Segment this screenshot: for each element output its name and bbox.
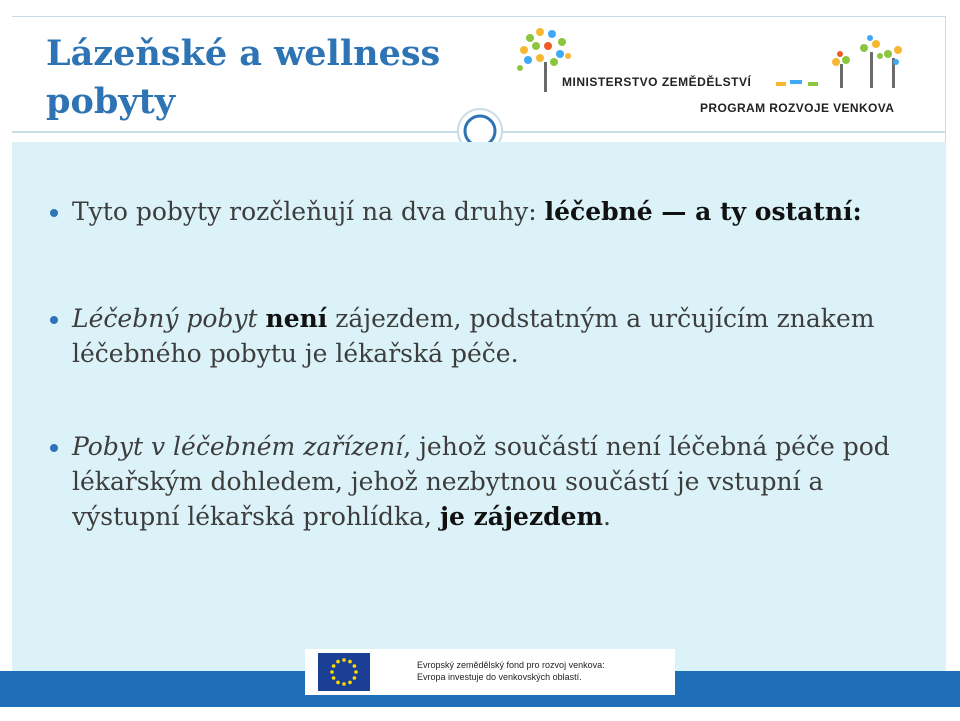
bullet-item — [44, 194, 934, 229]
frame-right-line — [945, 16, 946, 142]
bullet-text: , jehož součástí není léčebná péče pod lékařským dohledem, jehož nezbytnou součástí je vstupní a výstupní lékařská prohlídka, — [72, 432, 890, 531]
eu-fund-line: Evropa investuje do venkovských oblastí. — [417, 672, 582, 682]
bullet-text: . — [603, 502, 611, 531]
eu-fund-line: Evropský zemědělský fond pro rozvoj venkova: — [417, 660, 605, 670]
bullet-list — [44, 194, 934, 534]
program-label: PROGRAM ROZVOJE VENKOVA — [700, 101, 895, 115]
bullet-item — [44, 301, 934, 371]
bullet-text-bold: léčebné — a ty ostatní: — [544, 197, 862, 226]
eu-fund-text — [417, 659, 605, 683]
slide-title: Lázeňské a wellness pobyty — [46, 33, 441, 122]
bullet-item — [44, 429, 934, 534]
program-logo-icon — [776, 35, 902, 88]
ministry-label: MINISTERSTVO ZEMĚDĚLSTVÍ — [562, 75, 752, 89]
eu-flag-icon — [318, 653, 370, 691]
eu-footer-box — [305, 649, 675, 695]
bullet-text: zájezdem, podstatným a určujícím znakem léčebného pobytu je lékařská péče. — [72, 304, 875, 368]
bullet-text-bold: je zájezdem — [439, 502, 603, 531]
bullet-text-italic: Léčebný pobyt — [72, 304, 266, 333]
bullet-text: Tyto pobyty rozčleňují na dva druhy: — [72, 197, 545, 226]
frame-top-line — [12, 16, 946, 17]
bullet-text-italic: Pobyt v léčebném zařízení — [72, 432, 404, 461]
bullet-text-bold: není — [265, 304, 328, 333]
